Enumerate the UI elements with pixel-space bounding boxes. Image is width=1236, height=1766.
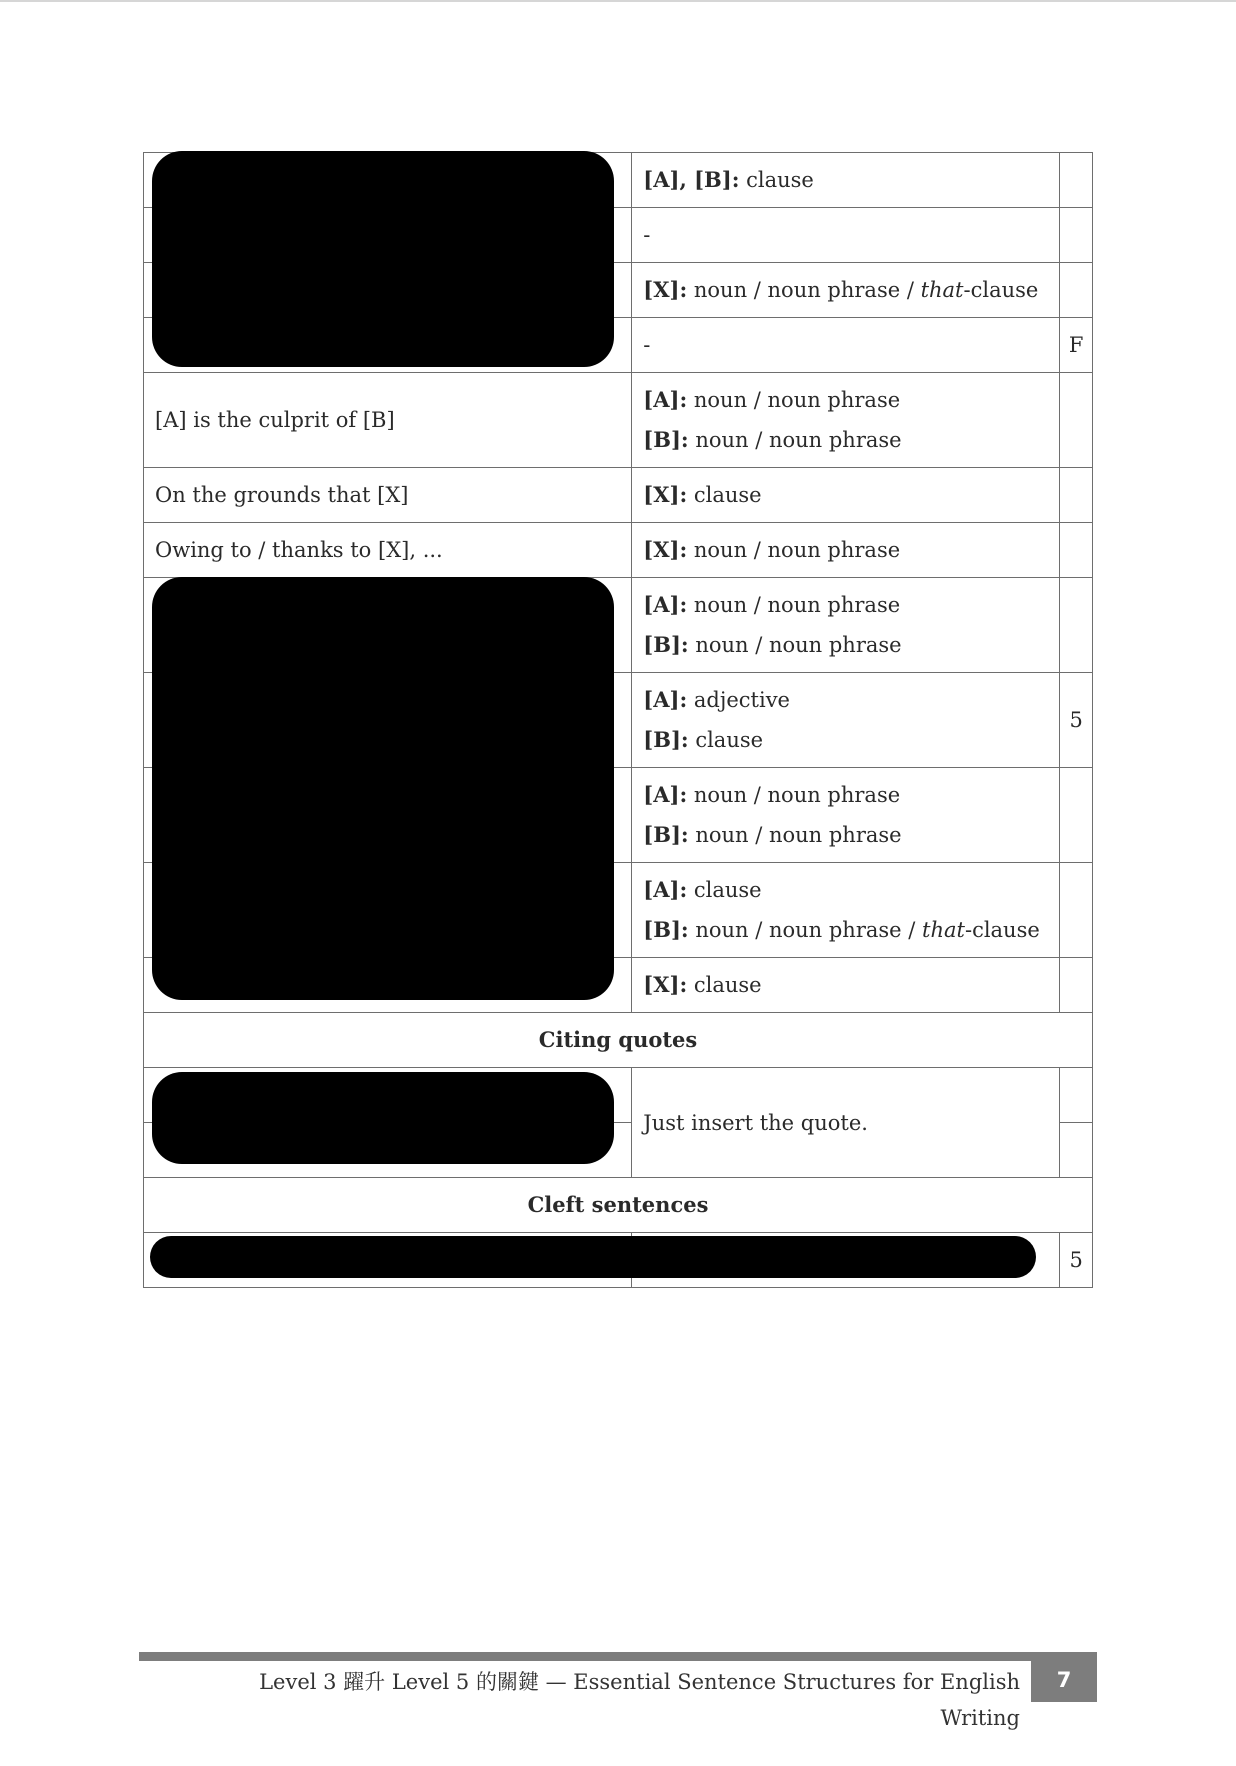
usage-cell xyxy=(632,768,1060,863)
usage-text-suffix: -clause xyxy=(963,278,1039,302)
usage-cell xyxy=(632,153,1060,208)
page-number: 7 xyxy=(1031,1652,1097,1702)
usage-cell: - xyxy=(632,318,1060,373)
usage-label: [A]: xyxy=(643,877,688,902)
level-cell xyxy=(1060,208,1093,263)
usage-text: noun / noun phrase xyxy=(687,388,901,412)
level-cell: 5 xyxy=(1060,673,1093,768)
usage-text: clause xyxy=(687,973,762,997)
usage-text: noun / noun phrase xyxy=(688,633,902,657)
usage-text: clause xyxy=(739,168,814,192)
usage-cell xyxy=(632,578,1060,673)
usage-line xyxy=(643,870,1048,910)
usage-cell xyxy=(632,373,1060,468)
usage-text: noun / noun phrase xyxy=(688,428,902,452)
level-cell xyxy=(1060,373,1093,468)
usage-line xyxy=(643,775,1048,815)
usage-italic-text: that xyxy=(920,278,964,302)
level-cell xyxy=(1060,863,1093,958)
usage-line xyxy=(643,625,1048,665)
section-title-cleft-sentences: Cleft sentences xyxy=(144,1178,1093,1233)
usage-label: [A]: xyxy=(643,387,688,412)
usage-cell xyxy=(632,863,1060,958)
structure-cell: [A] is the culprit of [B] xyxy=(144,373,632,468)
usage-text-suffix: -clause xyxy=(964,918,1040,942)
usage-label: [B]: xyxy=(643,822,689,847)
usage-cell xyxy=(632,468,1060,523)
usage-italic-text: that xyxy=(922,918,965,942)
level-cell: F xyxy=(1060,318,1093,373)
usage-cell: Just insert the quote. xyxy=(632,1068,1060,1178)
usage-text: noun / noun phrase xyxy=(687,783,901,807)
usage-line xyxy=(643,585,1048,625)
level-cell xyxy=(1060,958,1093,1013)
structure-cell: Owing to / thanks to [X], ... xyxy=(144,523,632,578)
level-cell: 5 xyxy=(1060,1233,1093,1288)
usage-line xyxy=(643,910,1048,950)
top-edge-rule xyxy=(0,0,1236,2)
usage-label: [X]: xyxy=(643,972,688,997)
usage-label: [X]: xyxy=(643,277,688,302)
usage-label: [A], [B]: xyxy=(643,167,740,192)
level-cell xyxy=(1060,1123,1093,1178)
usage-cell xyxy=(632,523,1060,578)
usage-text: clause xyxy=(688,728,764,752)
usage-text: noun / noun phrase xyxy=(688,823,902,847)
usage-cell xyxy=(632,673,1060,768)
footer-rule xyxy=(139,1652,1095,1661)
usage-label: [X]: xyxy=(643,537,688,562)
level-cell xyxy=(1060,263,1093,318)
level-cell xyxy=(1060,578,1093,673)
usage-label: [B]: xyxy=(643,917,689,942)
redaction-block xyxy=(152,151,614,367)
redaction-block xyxy=(152,577,614,1000)
usage-line xyxy=(643,680,1048,720)
table-row xyxy=(144,373,1093,468)
usage-label: [A]: xyxy=(643,687,688,712)
usage-text: noun / noun phrase / xyxy=(687,278,921,302)
usage-cell xyxy=(632,958,1060,1013)
redaction-block xyxy=(150,1236,1036,1278)
usage-text: clause xyxy=(687,483,762,507)
level-cell xyxy=(1060,153,1093,208)
usage-line xyxy=(643,380,1048,420)
usage-label: [B]: xyxy=(643,727,689,752)
level-cell xyxy=(1060,468,1093,523)
usage-line xyxy=(643,815,1048,855)
redaction-block xyxy=(152,1072,614,1164)
table-row xyxy=(144,468,1093,523)
usage-text: noun / noun phrase xyxy=(687,538,901,562)
usage-label: [B]: xyxy=(643,632,689,657)
level-cell xyxy=(1060,523,1093,578)
usage-line xyxy=(643,420,1048,460)
usage-label: [A]: xyxy=(643,782,688,807)
level-cell xyxy=(1060,1068,1093,1123)
section-header-row xyxy=(144,1178,1093,1233)
usage-label: [X]: xyxy=(643,482,688,507)
usage-text: adjective xyxy=(687,688,790,712)
usage-text: noun / noun phrase xyxy=(687,593,901,617)
section-title-citing-quotes: Citing quotes xyxy=(144,1013,1093,1068)
section-header-row xyxy=(144,1013,1093,1068)
usage-label: [A]: xyxy=(643,592,688,617)
table-row xyxy=(144,523,1093,578)
usage-text: noun / noun phrase / xyxy=(688,918,923,942)
usage-label: [B]: xyxy=(643,427,689,452)
usage-cell xyxy=(632,263,1060,318)
structure-cell: On the grounds that [X] xyxy=(144,468,632,523)
usage-line xyxy=(643,720,1048,760)
footer-title: Level 3 躍升 Level 5 的關鍵 — Essential Sentence Structures for English Writing xyxy=(259,1670,1020,1730)
usage-text: clause xyxy=(687,878,762,902)
usage-cell: - xyxy=(632,208,1060,263)
level-cell xyxy=(1060,768,1093,863)
